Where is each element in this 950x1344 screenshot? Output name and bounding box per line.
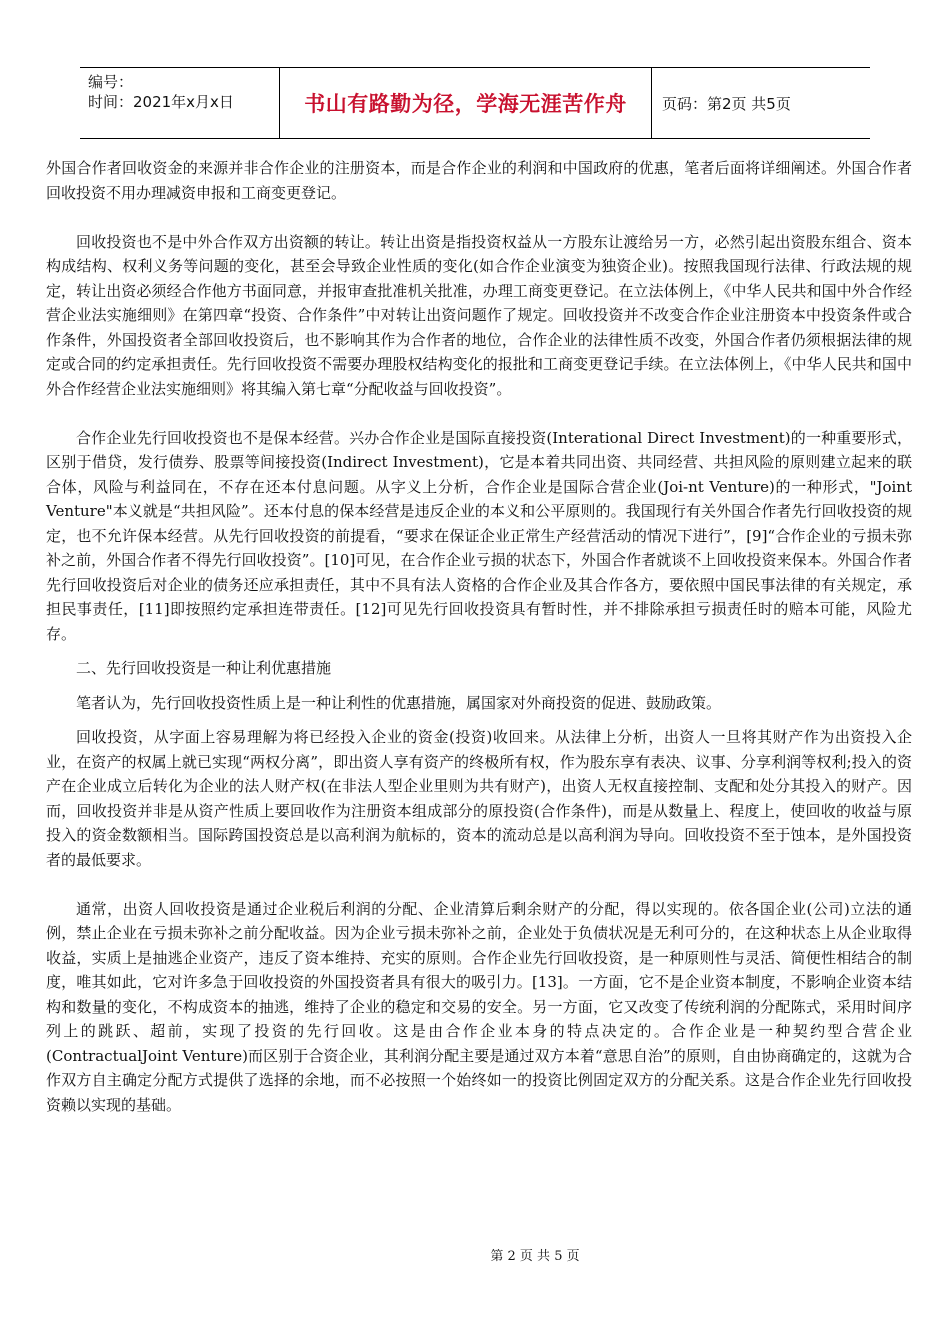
paragraph: 回收投资，从字面上容易理解为将已经投入企业的资金(投资)收回来。从法律上分析，出资人一旦将其财产作为出资投入企业，在资产的权属上就已实现“两权分离”，即出资人享有资产的终极所有权，作为股东享有表决、议事、分享利润等权利;投入的资产在企业成立后转化为企业的法人财产权(在非法人型企业里则为共有财产)，出资人无权直接控制、支配和处分其投入的财产。因而，回收投资并非是从资产性质上要回收作为注册资本组成部分的原投资(合作条件)，而是从数量上、程度上，使回收的收益与原投入的资金数额相当。国际跨国投资总是以高利润为航标的，资本的流动总是以高利润为导向。回收投资不至于蚀本，是外国投资者的最低要求。 [46,728,912,869]
paragraph: 外国合作者回收资金的来源并非合作企业的注册资本，而是合作企业的利润和中国政府的优惠，笔者后面将详细阐述。外国合作者回收投资不用办理减资申报和工商变更登记。 [46,159,912,202]
page-header [80,67,870,139]
paragraph: 回收投资也不是中外合作双方出资额的转让。转让出资是指投资权益从一方股东让渡给另一方，必然引起出资股东组合、资本构成结构、权利义务等问题的变化，甚至会导致企业性质的变化(如合作企业演变为独资企业)。按照我国现行法律、行政法规的规定，转让出资必须经合作他方书面同意，并报审查批准机关批准，办理工商变更登记。在立法体例上，《中华人民共和国中外合作经营企业法实施细则》在第四章“投资、合作条件”中对转让出资问题作了规定。回收投资并不改变合作企业注册资本中投资条件或合作条件，外国投资者全部回收投资后，也不影响其作为合作者的地位，合作企业的法律性质不改变，外国合作者仍须根据法律的规定或合同的约定承担责任。先行回收投资不需要办理股权结构变化的报批和工商变更登记手续。在立法体例上，《中华人民共和国中外合作经营企业法实施细则》将其编入第七章“分配收益与回收投资”。 [46,232,912,398]
header-page-info: 页码：第2页 共5页 [662,94,791,113]
page-footer [0,1245,950,1264]
page-number: 第 2 页 共 5 页 [490,1249,580,1264]
document-date-label: 时间：2021年x月x日 [88,93,234,111]
header-meta [80,68,280,138]
section-heading: 二、先行回收投资是一种让利优惠措施 [76,659,332,677]
document-body [46,156,912,1117]
paragraph: 通常，出资人回收投资是通过企业税后利润的分配、企业清算后剩余财产的分配，得以实现的。依各国企业(公司)立法的通例，禁止企业在亏损未弥补之前分配收益。因为企业亏损未弥补之前，企业处于负债状况是无利可分的，在这种状态上从企业取得收益，实质上是抽逃企业资产，违反了资本维持、充实的原则。合作企业先行回收投资，是一种原则性与灵活、简便性相结合的制度，唯其如此，它对许多急于回收投资的外国投资者具有很大的吸引力。[13]。一方面，它不是企业资本制度，不影响企业资本结构和数量的变化，不构成资本的抽逃，维持了企业的稳定和交易的安全。另一方面，它又改变了传统利润的分配陈式，采用时间序列上的跳跃、超前，实现了投资的先行回收。这是由合作企业本身的特点决定的。合作企业是一种契约型合营企业(ContractualJoint Venture)而区别于合资企业，其利润分配主要是通过双方本着“意思自治”的原则，自由协商确定的，这就为合作双方自主确定分配方式提供了选择的余地，而不必按照一个始终如一的投资比例固定双方的分配关系。这是合作企业先行回收投资赖以实现的基础。 [46,899,912,1114]
document-number-label: 编号： [88,73,134,91]
paragraph: 合作企业先行回收投资也不是保本经营。兴办合作企业是国际直接投资(Interational Direct Investment)的一种重要形式，区别于借贷，发行债券、股票等间接投资(Indirect Investment)，它是本着共同出资、共同经营、共担风险的原则建立起来的联合体，风险与利益同在，不存在还本付息问题。从字义上分析，合作企业是国际合营企业(Joi-nt Venture)的一种形式，"Joint Venture"本义就是“共担风险”。还本付息的保本经营是违反企业的本义和公平原则的。我国现行有关外国合作者先行回收投资的规定，也不允许保本经营。从先行回收投资的前提看，“要求在保证企业正常生产经营活动的情况下进行”，[9]“合作企业的亏损未弥补之前，外国合作者不得先行回收投资”。[10]可见，在合作企业亏损的状态下，外国合作者就谈不上回收投资来保本。外国合作者先行回收投资后对企业的债务还应承担责任，其中不具有法人资格的合作企业及其合作各方，要依照中国民事法律的有关规定，承担民事责任，[11]即按照约定承担连带责任。[12]可见先行回收投资具有暂时性，并不排除承担亏损责任时的赔本可能，风险尤存。 [46,428,912,643]
paragraph: 笔者认为，先行回收投资性质上是一种让利性的优惠措施，属国家对外商投资的促进、鼓励政策。 [76,693,722,712]
header-motto: 书山有路勤为径，学海无涯苦作舟 [280,68,652,138]
